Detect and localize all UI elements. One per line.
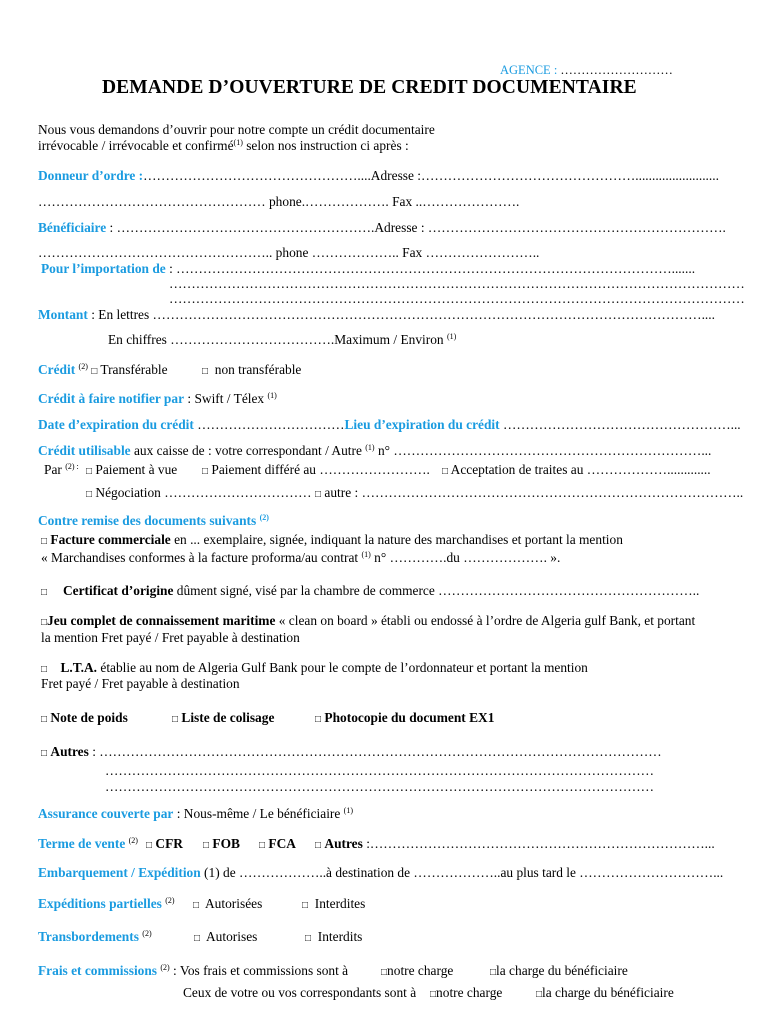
checkbox-icon: □ bbox=[41, 714, 48, 725]
transbordements-autorises-checkbox[interactable]: □ Autorises bbox=[194, 929, 258, 944]
importation-line bbox=[41, 261, 695, 277]
colisage-checkbox[interactable]: □ Liste de colisage bbox=[172, 710, 275, 725]
checkbox-icon: □ bbox=[490, 967, 497, 978]
utilisable-line: Crédit utilisable aux caisse de : votre correspondant / Autre $^{(1)}$ n° ……………………………………………………………... bbox=[38, 443, 712, 458]
correspondants-notre-charge-checkbox[interactable]: □notre charge bbox=[430, 985, 503, 1000]
checkbox-icon: □ bbox=[41, 617, 48, 628]
partielles-autorisees-checkbox[interactable]: □ Autorisées bbox=[193, 896, 263, 911]
donneur-adresse-field[interactable]: …………………………………………......................... bbox=[421, 168, 719, 183]
utilisable-label: Crédit utilisable bbox=[38, 443, 131, 458]
connaissement-checkbox[interactable]: □Jeu complet de connaissement maritime « clean on board » établi ou endossé à l’ordre de Algeria gulf Bank, et portant bbox=[41, 613, 696, 628]
autres-doc-line-3[interactable]: …………………………………………………………………………………………………………… bbox=[105, 779, 655, 794]
credit-line: Crédit $^{(2)}$ □ Transférable bbox=[38, 362, 168, 377]
frais-correspondants-label: Ceux de votre ou vos correspondants sont à bbox=[183, 985, 417, 1000]
agence-field[interactable]: ……………………… bbox=[560, 63, 673, 77]
credit-label: Crédit bbox=[38, 362, 76, 377]
transbordements-label: Transbordements $^{(2)}$ bbox=[38, 929, 152, 944]
checkbox-icon: □ bbox=[194, 933, 201, 944]
ex1-checkbox[interactable]: □ Photocopie du document EX1 bbox=[315, 710, 495, 725]
checkbox-icon: □ bbox=[41, 748, 48, 759]
certificat-checkbox[interactable] bbox=[41, 583, 47, 601]
embarquement-label: Embarquement / Expédition bbox=[38, 865, 201, 880]
checkbox-icon: □ bbox=[41, 587, 48, 598]
checkbox-icon: □ bbox=[430, 989, 437, 1000]
terme-label: Terme de vente $^{(2)}$ bbox=[38, 836, 138, 851]
checkbox-icon: □ bbox=[41, 536, 48, 547]
beneficiaire-phone-line[interactable]: …………………………………………….. phone ……………….. Fax …………………….. bbox=[38, 245, 540, 260]
checkbox-icon: □ bbox=[302, 900, 309, 911]
checkbox-icon: □ bbox=[86, 466, 93, 477]
notifier-label: Crédit à faire notifier par bbox=[38, 391, 185, 406]
agence-label: AGENCE : bbox=[500, 63, 558, 77]
lieu-expiration-field[interactable]: ……………………………………………... bbox=[499, 417, 741, 432]
paiement-differe-checkbox[interactable]: □ Paiement différé au ……………………. bbox=[202, 462, 430, 477]
checkbox-icon: □ bbox=[91, 366, 98, 377]
frais-beneficiaire-checkbox[interactable]: □la charge du bénéficiaire bbox=[490, 963, 628, 978]
beneficiaire-adresse-field[interactable]: Adresse : …………………………………………………………. bbox=[374, 220, 726, 235]
expiration-line bbox=[38, 417, 741, 433]
checkbox-icon: □ bbox=[315, 840, 322, 851]
date-expiration-field[interactable]: …………………………… bbox=[193, 417, 345, 432]
correspondants-beneficiaire-checkbox[interactable]: □la charge du bénéficiaire bbox=[536, 985, 674, 1000]
utilisable-field[interactable]: n° ……………………………………………………………... bbox=[374, 443, 712, 458]
importation-label: Pour l’importation de bbox=[41, 261, 166, 276]
acceptation-traites-checkbox[interactable]: □ Acceptation de traites au ………………............. bbox=[442, 462, 711, 477]
checkbox-icon: □ bbox=[381, 967, 388, 978]
transferable-checkbox[interactable]: □ Transférable bbox=[91, 362, 168, 377]
embarquement-field[interactable]: (1) de ………………..à destination de ………………..au plus tard le …………………………... bbox=[200, 865, 724, 880]
facture-line-2: « Marchandises conformes à la facture proforma/au contrat $^{(1)}$ n° ………….du ………………. ». bbox=[41, 550, 561, 565]
intro-line-2: irrévocable / irrévocable et confirmé$^{(1)}$ selon nos instruction ci après : bbox=[38, 138, 409, 153]
frais-line: Frais et commissions $^{(2)}$ : Vos frais et commissions sont à bbox=[38, 963, 349, 978]
autres-doc-checkbox[interactable]: □ Autres : ……………………………………………………………………………………………………………… bbox=[41, 744, 662, 759]
facture-contrat-field[interactable]: n° ………….du ………………. ». bbox=[370, 550, 561, 565]
par-label: Par $^{(2) :}$ bbox=[44, 462, 79, 477]
beneficiaire-line bbox=[38, 220, 726, 236]
checkbox-icon: □ bbox=[315, 489, 322, 500]
note-poids-checkbox[interactable]: □ Note de poids bbox=[41, 710, 128, 725]
checkbox-icon: □ bbox=[259, 840, 266, 851]
transbordements-interdits-checkbox[interactable]: □ Interdits bbox=[305, 929, 363, 944]
partielles-interdites-checkbox[interactable]: □ Interdites bbox=[302, 896, 366, 911]
cfr-checkbox[interactable]: □ CFR bbox=[146, 836, 183, 851]
importation-line-3[interactable]: ………………………………………………………………………………………………………………… bbox=[169, 291, 745, 306]
importation-field[interactable]: : …………………………………………………………………………………………………....... bbox=[165, 261, 696, 276]
notifier-line: Crédit à faire notifier par : Swift / Télex $^{(1)}$ bbox=[38, 391, 277, 406]
beneficiaire-field[interactable]: : …………………………………………………. bbox=[106, 220, 375, 235]
donneur-phone-line[interactable]: …………………………………………… phone.………………. Fax ..…………………. bbox=[38, 194, 520, 209]
lta-checkbox[interactable]: □ L.T.A. établie au nom de Algeria Gulf Bank pour le compte de l’ordonnateur et portant la mention bbox=[41, 660, 588, 675]
paiement-vue-checkbox[interactable]: □ Paiement à vue bbox=[86, 462, 178, 477]
frais-label: Frais et commissions bbox=[38, 963, 158, 978]
checkbox-icon: □ bbox=[41, 664, 48, 675]
autres-terme-checkbox[interactable]: □ Autres :…………………………………………………………………... bbox=[315, 836, 715, 851]
montant-lettres-field[interactable]: : En lettres …………………………………………………………………………………………………………….... bbox=[87, 307, 715, 322]
checkbox-icon: □ bbox=[172, 714, 179, 725]
beneficiaire-label: Bénéficiaire bbox=[38, 220, 107, 235]
checkbox-icon: □ bbox=[202, 366, 209, 377]
page-title: DEMANDE D’OUVERTURE DE CREDIT DOCUMENTAIRE bbox=[102, 77, 637, 98]
certificat-line: Certificat d’origine dûment signé, visé par la chambre de commerce ………………………………………………….. bbox=[63, 583, 700, 598]
assurance-label: Assurance couverte par bbox=[38, 806, 174, 821]
checkbox-icon: □ bbox=[305, 933, 312, 944]
checkbox-icon: □ bbox=[315, 714, 322, 725]
checkbox-icon: □ bbox=[193, 900, 200, 911]
fob-checkbox[interactable]: □ FOB bbox=[203, 836, 240, 851]
date-expiration-label: Date d’expiration du crédit bbox=[38, 417, 194, 432]
assurance-line: Assurance couverte par : Nous-même / Le bénéficiaire $^{(1)}$ bbox=[38, 806, 353, 821]
frais-notre-charge-checkbox[interactable]: □notre charge bbox=[381, 963, 454, 978]
checkbox-icon: □ bbox=[203, 840, 210, 851]
connaissement-line-2: la mention Fret payé / Fret payable à destination bbox=[41, 630, 300, 645]
facture-checkbox[interactable]: □ Facture commerciale en ... exemplaire, signée, indiquant la nature des marchandises et portant la mention bbox=[41, 532, 623, 547]
checkbox-icon: □ bbox=[202, 466, 209, 477]
montant-label: Montant bbox=[38, 307, 88, 322]
checkbox-icon: □ bbox=[442, 466, 449, 477]
embarquement-line bbox=[38, 865, 723, 881]
montant-chiffres-line[interactable]: En chiffres ……………………………….Maximum / Environ $^{(1)}$ bbox=[108, 332, 457, 347]
agence-line bbox=[500, 62, 673, 78]
donneur-field[interactable]: ………………………………………….... bbox=[143, 168, 371, 183]
checkbox-icon: □ bbox=[86, 489, 93, 500]
montant-line bbox=[38, 307, 715, 323]
partielles-label: Expéditions partielles $^{(2)}$ bbox=[38, 896, 175, 911]
importation-line-2[interactable]: ………………………………………………………………………………………………………………… bbox=[169, 276, 745, 291]
donneur-line: Donneur d’ordre :…………………………………………....Adresse :…………………………………………......................... bbox=[38, 168, 719, 183]
autres-doc-line-2[interactable]: …………………………………………………………………………………………………………… bbox=[105, 763, 655, 778]
checkbox-icon: □ bbox=[146, 840, 153, 851]
negociation-checkbox[interactable]: □ Négociation …………………………… bbox=[86, 485, 312, 500]
lieu-expiration-label: Lieu d’expiration du crédit bbox=[344, 417, 500, 432]
documents-heading: Contre remise des documents suivants $^{(2)}$ bbox=[38, 513, 269, 528]
non-transferable-checkbox[interactable]: □ non transférable bbox=[202, 362, 302, 377]
intro-line-1: Nous vous demandons d’ouvrir pour notre compte un crédit documentaire bbox=[38, 122, 435, 137]
checkbox-icon: □ bbox=[536, 989, 543, 1000]
donneur-label: Donneur d’ordre : bbox=[38, 168, 144, 183]
lta-line-2: Fret payé / Fret payable à destination bbox=[41, 676, 240, 691]
autre-checkbox[interactable]: □ autre : ………………………………………………………………………….. bbox=[315, 485, 744, 500]
fca-checkbox[interactable]: □ FCA bbox=[259, 836, 296, 851]
